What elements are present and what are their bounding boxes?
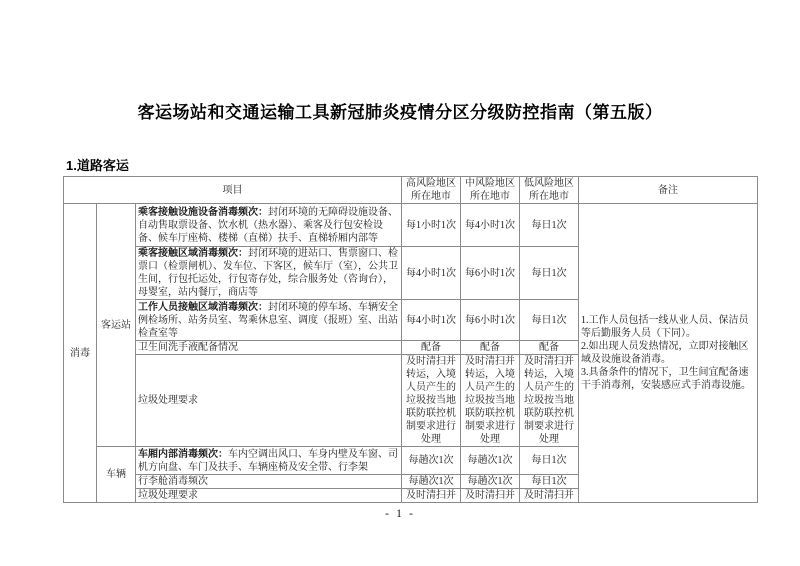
value-high: 每4小时1次: [402, 300, 461, 341]
value-low: 每日1次: [520, 447, 579, 475]
value-medium: 每6小时1次: [461, 300, 520, 341]
item-label-rest: 封闭环境的进站口、售票窗口、检票口（检票闸机）、发车位、下客区，候车厅（室），公共卫生间，行包托运处，行包寄存处，综合服务处（咨询台），母婴室，站内餐厅，商店等: [138, 248, 398, 298]
item-label: [136, 447, 402, 475]
item-label: [136, 204, 402, 247]
value-medium: 及时清扫并: [461, 489, 520, 503]
item-label-rest: 垃圾处理要求: [138, 490, 198, 501]
item-label: [136, 300, 402, 341]
header-medium-risk: 中风险地区所在地市: [461, 177, 520, 204]
group-cell-vehicle: 车辆: [97, 447, 136, 503]
value-medium: 每趟次1次: [461, 447, 520, 475]
value-low: 每日1次: [520, 475, 579, 489]
item-label-rest: 卫生间洗手液配备情况: [138, 342, 238, 353]
value-low: 及时清扫并: [520, 489, 579, 503]
item-label-bold: 乘客接触设施设备消毒频次：: [138, 206, 268, 218]
value-medium: 每4小时1次: [461, 204, 520, 247]
remark-note: 2.如出现人员发热情况，立即对接触区域及设施设备消毒。: [581, 341, 749, 365]
item-label: [136, 489, 402, 503]
page-title: 客运场站和交通运输工具新冠肺炎疫情分区分级防控指南（第五版）: [137, 103, 663, 122]
item-label-rest: 行李舱消毒频次: [138, 476, 208, 487]
item-label-bold: 车厢内部消毒频次：: [138, 448, 228, 460]
value-high: 每趟次1次: [402, 475, 461, 489]
item-label-rest: 封闭环境的无障碍设施设备、自动售取票设备、饮水机（热水器）、乘客及行包安检设备、候车厅座椅、楼梯（直梯）扶手、直梯轿厢内部等: [138, 206, 398, 244]
item-label-rest: 车内空调出风口、车身内壁及车窗、司机方向盘、车门及扶手、车辆座椅及安全带、行李架: [138, 448, 398, 473]
value-medium: 配备: [461, 341, 520, 355]
value-medium: 每6小时1次: [461, 247, 520, 300]
value-medium: 及时清扫并转运，入境人员产生的垃圾按当地联防联控机制要求进行处理: [461, 355, 520, 447]
value-high: 及时清扫并: [402, 489, 461, 503]
header-high-risk: 高风险地区所在地市: [402, 177, 461, 204]
value-low: 每日1次: [520, 247, 579, 300]
header-low-risk: 低风险地区所在地市: [520, 177, 579, 204]
value-high: 配备: [402, 341, 461, 355]
value-low: 及时清扫并转运，入境人员产生的垃圾按当地联防联控机制要求进行处理: [520, 355, 579, 447]
section-heading: 1.道路客运: [66, 158, 129, 173]
table-row: [64, 204, 758, 247]
remark-note: 1.工作人员包括一线从业人员、保洁员等后勤服务人员（下同）。: [581, 315, 749, 339]
value-high: 每4小时1次: [402, 247, 461, 300]
remark-note: 3.具备条件的情况下，卫生间宜配备速干手消毒剂，安装感应式手消毒设施。: [581, 367, 752, 391]
value-high: 及时清扫并转运，入境人员产生的垃圾按当地联防联控机制要求进行处理: [402, 355, 461, 447]
item-label: [136, 341, 402, 355]
prevention-measures-table: [63, 176, 758, 503]
item-label-rest: 封闭环境的停车场、车辆安全例检场所、站务员室、驾乘休息室、调度（报班）室、出站检查室等: [138, 301, 398, 339]
table-header-row: [64, 177, 758, 204]
item-label-rest: 垃圾处理要求: [138, 395, 198, 406]
item-label: [136, 475, 402, 489]
item-label: [136, 355, 402, 447]
value-low: 每日1次: [520, 300, 579, 341]
value-low: 配备: [520, 341, 579, 355]
value-high: 每趟次1次: [402, 447, 461, 475]
page-number: - 1 -: [385, 506, 415, 520]
remarks-cell: [579, 204, 758, 503]
group-cell-station: 客运站: [97, 204, 136, 447]
item-label: [136, 247, 402, 300]
header-remarks: 备注: [579, 177, 758, 204]
item-label-bold: 乘客接触区域消毒频次：: [138, 248, 248, 259]
value-medium: 每趟次1次: [461, 475, 520, 489]
item-label-bold: 工作人员接触区域消毒频次：: [138, 301, 268, 313]
group-cell-disinfection: 消毒: [64, 204, 97, 503]
value-low: 每日1次: [520, 204, 579, 247]
header-item: 项目: [64, 177, 402, 204]
value-high: 每1小时1次: [402, 204, 461, 247]
